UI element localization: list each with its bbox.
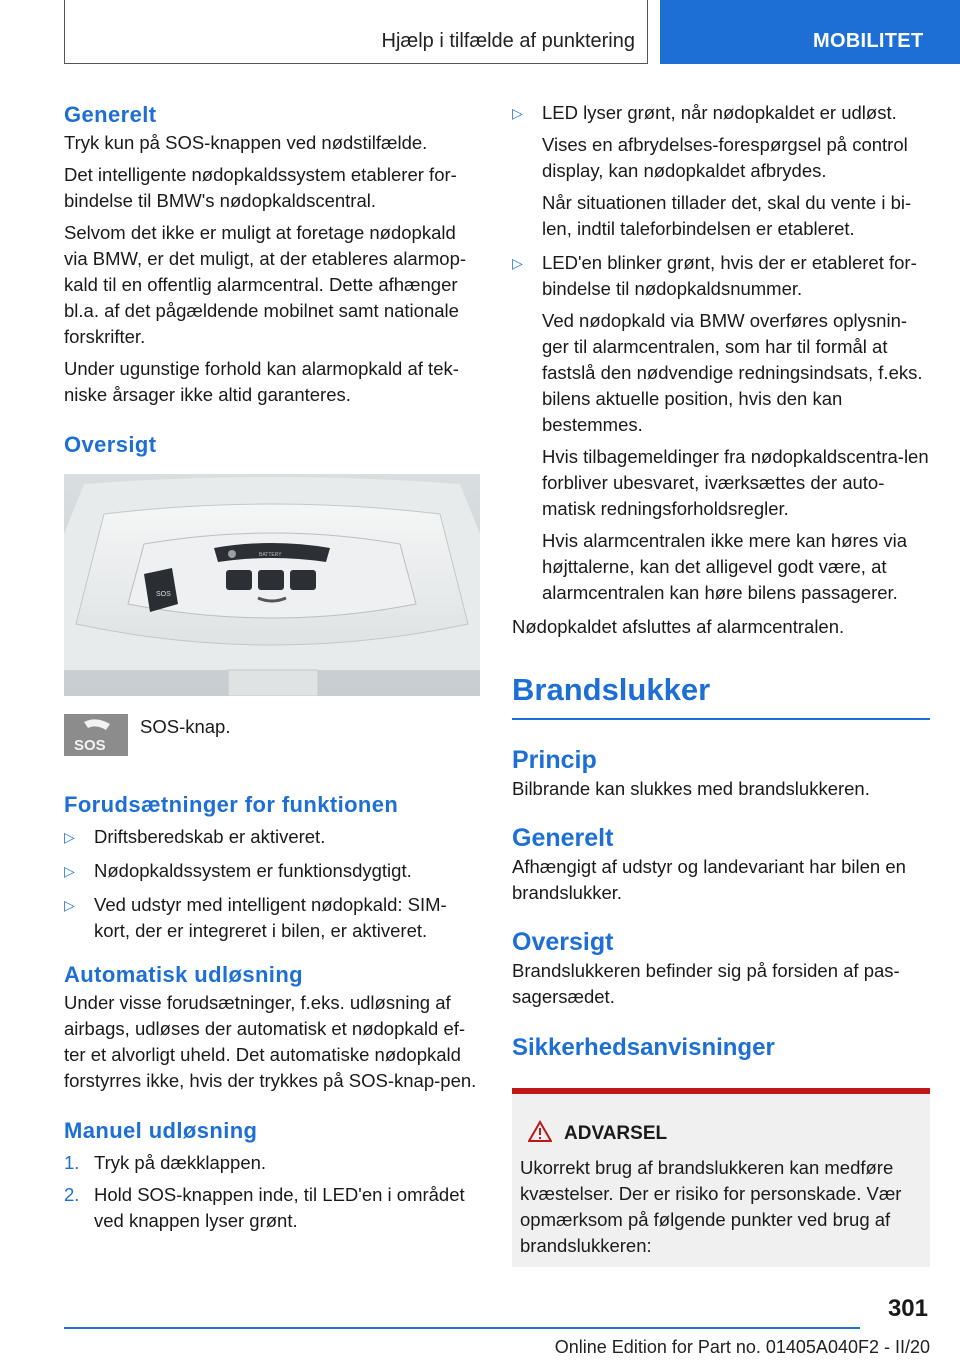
triangle-bullet-icon: ▷ [512, 255, 523, 271]
heading-forudsaetninger: Forudsætninger for funktionen [64, 792, 399, 817]
left-column [64, 100, 482, 1240]
warning-triangle-icon [528, 1120, 552, 1142]
heading-oversigt: Oversigt [64, 432, 157, 457]
step-text: Hold SOS-knappen inde, til LED'en i området ved knappen lyser grønt. [94, 1184, 465, 1231]
heading-generelt: Generelt [64, 102, 157, 127]
warning-box [512, 1088, 930, 1267]
paragraph: Under ugunstige forhold kan alarmopkald af tek-niske årsager ikke altid garanteres. [64, 358, 459, 405]
svg-text:SOS: SOS [156, 591, 171, 598]
list-item-subtext: Vises en afbrydelses-forespørgsel på control display, kan nødopkaldet afbrydes. [542, 134, 908, 181]
list-item-subtext: Hvis tilbagemeldinger fra nødopkaldscentra-len forbliver ubesvaret, iværksættes der auto-matisk redningsforholdsregler. [542, 446, 929, 519]
list-item-text: LED lyser grønt, når nødopkaldet er udløst. [542, 102, 897, 123]
heading-rule [512, 718, 930, 720]
paragraph: Det intelligente nødopkaldssystem etablerer for-bindelse til BMW's nødopkaldscentral. [64, 164, 457, 211]
footer-edition [555, 1334, 930, 1360]
numbered-step [64, 1150, 482, 1176]
paragraph: Brandslukkeren befinder sig på forsiden af pas-sagersædet. [512, 960, 900, 1007]
paragraph: Tryk kun på SOS-knappen ved nødstilfælde. [64, 132, 428, 153]
list-item-subtext: Når situationen tillader det, skal du vente i bi-len, indtil taleforbindelsen er etableret. [542, 192, 912, 239]
heading-princip: Princip [512, 746, 597, 774]
sos-button-icon [64, 714, 128, 756]
heading-sikkerhedsanvisninger: Sikkerhedsanvisninger [512, 1034, 775, 1061]
list-item [512, 100, 930, 242]
edition-text: Online Edition for Part no. 01405A040F2 - II/20 [554, 1337, 930, 1357]
list-item [512, 250, 930, 606]
paragraph: Under visse forudsætninger, f.eks. udløsning af airbags, udløses der automatisk et nødopkald ef-ter et alvorligt uheld. Det automatiske nødopkald forstyrres ikke, hvis der trykkes på SOS-knap-pen. [64, 992, 477, 1091]
warning-header [520, 1120, 922, 1147]
heading-generelt-2: Generelt [512, 824, 614, 852]
triangle-bullet-icon: ▷ [64, 897, 75, 913]
paragraph: Selvom det ikke er muligt at foretage nødopkald via BMW, er det muligt, at der etableres alarmop-kald til en offentlig alarmcentral. Dette afhænger bl.a. af det pågældende mobilnet samt nationale forskrifter. [64, 222, 467, 347]
svg-text:BATTERY: BATTERY [259, 552, 282, 558]
list-item-text: Nødopkaldssystem er funktionsdygtigt. [94, 860, 412, 881]
step-number: 1. [64, 1152, 80, 1173]
sos-icon-text: SOS [74, 737, 106, 754]
paragraph: Bilbrande kan slukkes med brandslukkeren. [512, 778, 870, 799]
page-number: 301 [887, 1295, 928, 1322]
list-item-subtext: Ved nødopkald via BMW overføres oplysnin-ger til alarmcentralen, som har til formål at fastslå den nødvendige redningsindsats, f.eks. bilens aktuelle position, hvis den kan bestemmes. [542, 310, 923, 435]
step-number: 2. [64, 1184, 80, 1205]
list-item [64, 858, 482, 884]
triangle-bullet-icon: ▷ [64, 863, 75, 879]
triangle-bullet-icon: ▷ [512, 105, 523, 121]
triangle-bullet-icon: ▷ [64, 829, 75, 845]
list-item-subtext: Hvis alarmcentralen ikke mere kan høres via højttalerne, kan det alligevel godt være, at alarmcentralen kan høre bilens passagerer. [542, 530, 907, 603]
right-column [512, 100, 930, 1267]
heading-oversigt-2: Oversigt [512, 928, 614, 956]
section-title: Hjælp i tilfælde af punktering [381, 30, 635, 52]
footer-rule [64, 1327, 860, 1329]
step-text: Tryk på dækklappen. [94, 1152, 267, 1173]
list-item-text: Driftsberedskab er aktiveret. [94, 826, 326, 847]
overhead-console-image [64, 474, 480, 696]
heading-automatisk: Automatisk udløsning [64, 962, 303, 987]
tab-mobilitet[interactable] [660, 0, 960, 64]
icon-caption: SOS-knap. [140, 716, 231, 737]
list-item-text: LED'en blinker grønt, hvis der er etableret for-bindelse til nødopkaldsnummer. [542, 252, 917, 299]
paragraph: Nødopkaldet afsluttes af alarmcentralen. [512, 616, 845, 637]
warning-text: Ukorrekt brug af brandslukkeren kan medføre kvæstelser. Der er risiko for personskade. Vær opmærksom på følgende punkter ved brug af brandslukkeren: [520, 1157, 902, 1256]
heading-brandslukker: Brandslukker [512, 672, 711, 707]
list-item [64, 824, 482, 850]
warning-label: ADVARSEL [564, 1123, 668, 1144]
tab-label: MOBILITET [813, 30, 924, 52]
heading-manuel: Manuel udløsning [64, 1118, 258, 1143]
numbered-step [64, 1182, 482, 1234]
header-box [64, 0, 648, 64]
list-item [64, 892, 482, 944]
list-item-text: Ved udstyr med intelligent nødopkald: SIM-kort, der er integreret i bilen, er aktiveret. [94, 894, 447, 941]
paragraph: Afhængigt af udstyr og landevariant har bilen en brandslukker. [512, 856, 906, 903]
icon-legend [64, 714, 482, 760]
